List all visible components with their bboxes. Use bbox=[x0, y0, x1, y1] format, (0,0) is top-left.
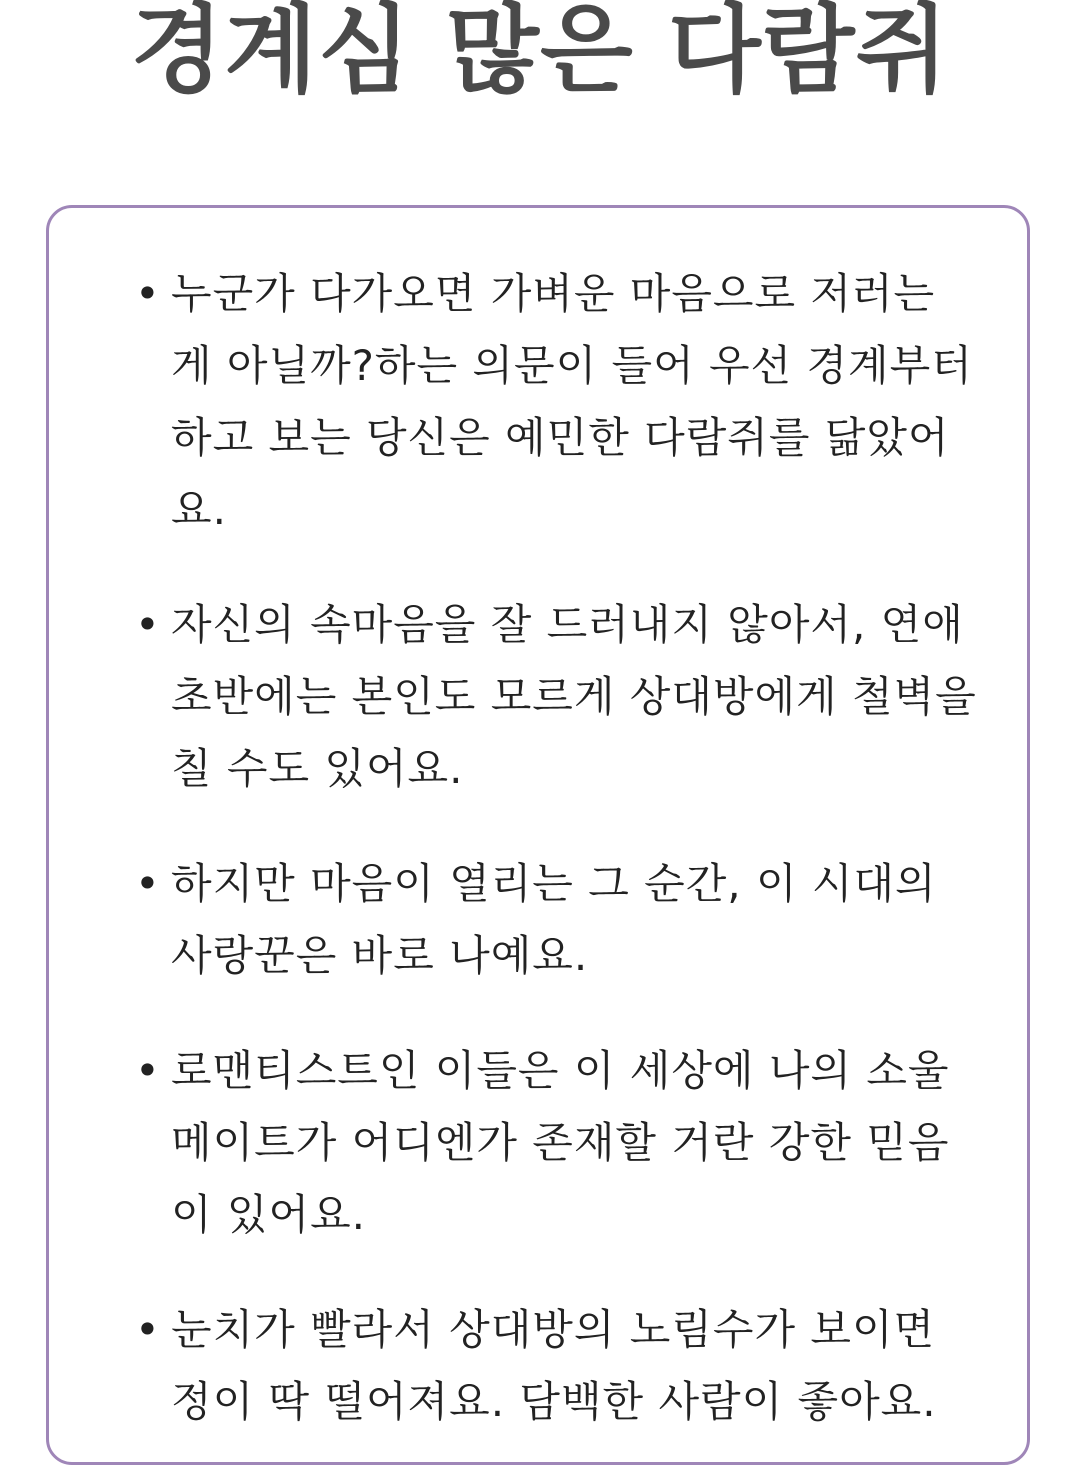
page-title: 경계심 많은 다람쥐 bbox=[130, 0, 950, 106]
list-item bbox=[49, 1035, 1027, 1251]
list-item bbox=[49, 1294, 1027, 1438]
bullet-icon: • bbox=[135, 269, 161, 318]
list-item-text: 로맨티스트인 이들은 이 세상에 나의 소울메이트가 어디엔가 존재할 거란 강한 믿음이 있어요. bbox=[171, 1046, 950, 1239]
list-item-text: 하지만 마음이 열리는 그 순간, 이 시대의 사랑꾼은 바로 나예요. bbox=[171, 859, 937, 980]
list-item bbox=[49, 258, 1027, 546]
bullet-icon: • bbox=[135, 859, 161, 908]
list-item bbox=[49, 848, 1027, 992]
list-item bbox=[49, 589, 1027, 805]
list-item-text: 누군가 다가오면 가벼운 마음으로 저러는 게 아닐까?하는 의문이 들어 우선 경계부터 하고 보는 당신은 예민한 다람쥐를 닮았어요. bbox=[171, 269, 973, 534]
description-card bbox=[46, 205, 1030, 1465]
bullet-icon: • bbox=[135, 1046, 161, 1095]
bullet-icon: • bbox=[135, 600, 161, 649]
list-item-text: 자신의 속마음을 잘 드러내지 않아서, 연애 초반에는 본인도 모르게 상대방에게 철벽을 칠 수도 있어요. bbox=[171, 600, 977, 793]
trait-list bbox=[49, 258, 1027, 1481]
bullet-icon: • bbox=[135, 1305, 161, 1354]
list-item-text: 눈치가 빨라서 상대방의 노림수가 보이면 정이 딱 떨어져요. 담백한 사람이 좋아요. bbox=[171, 1305, 937, 1426]
